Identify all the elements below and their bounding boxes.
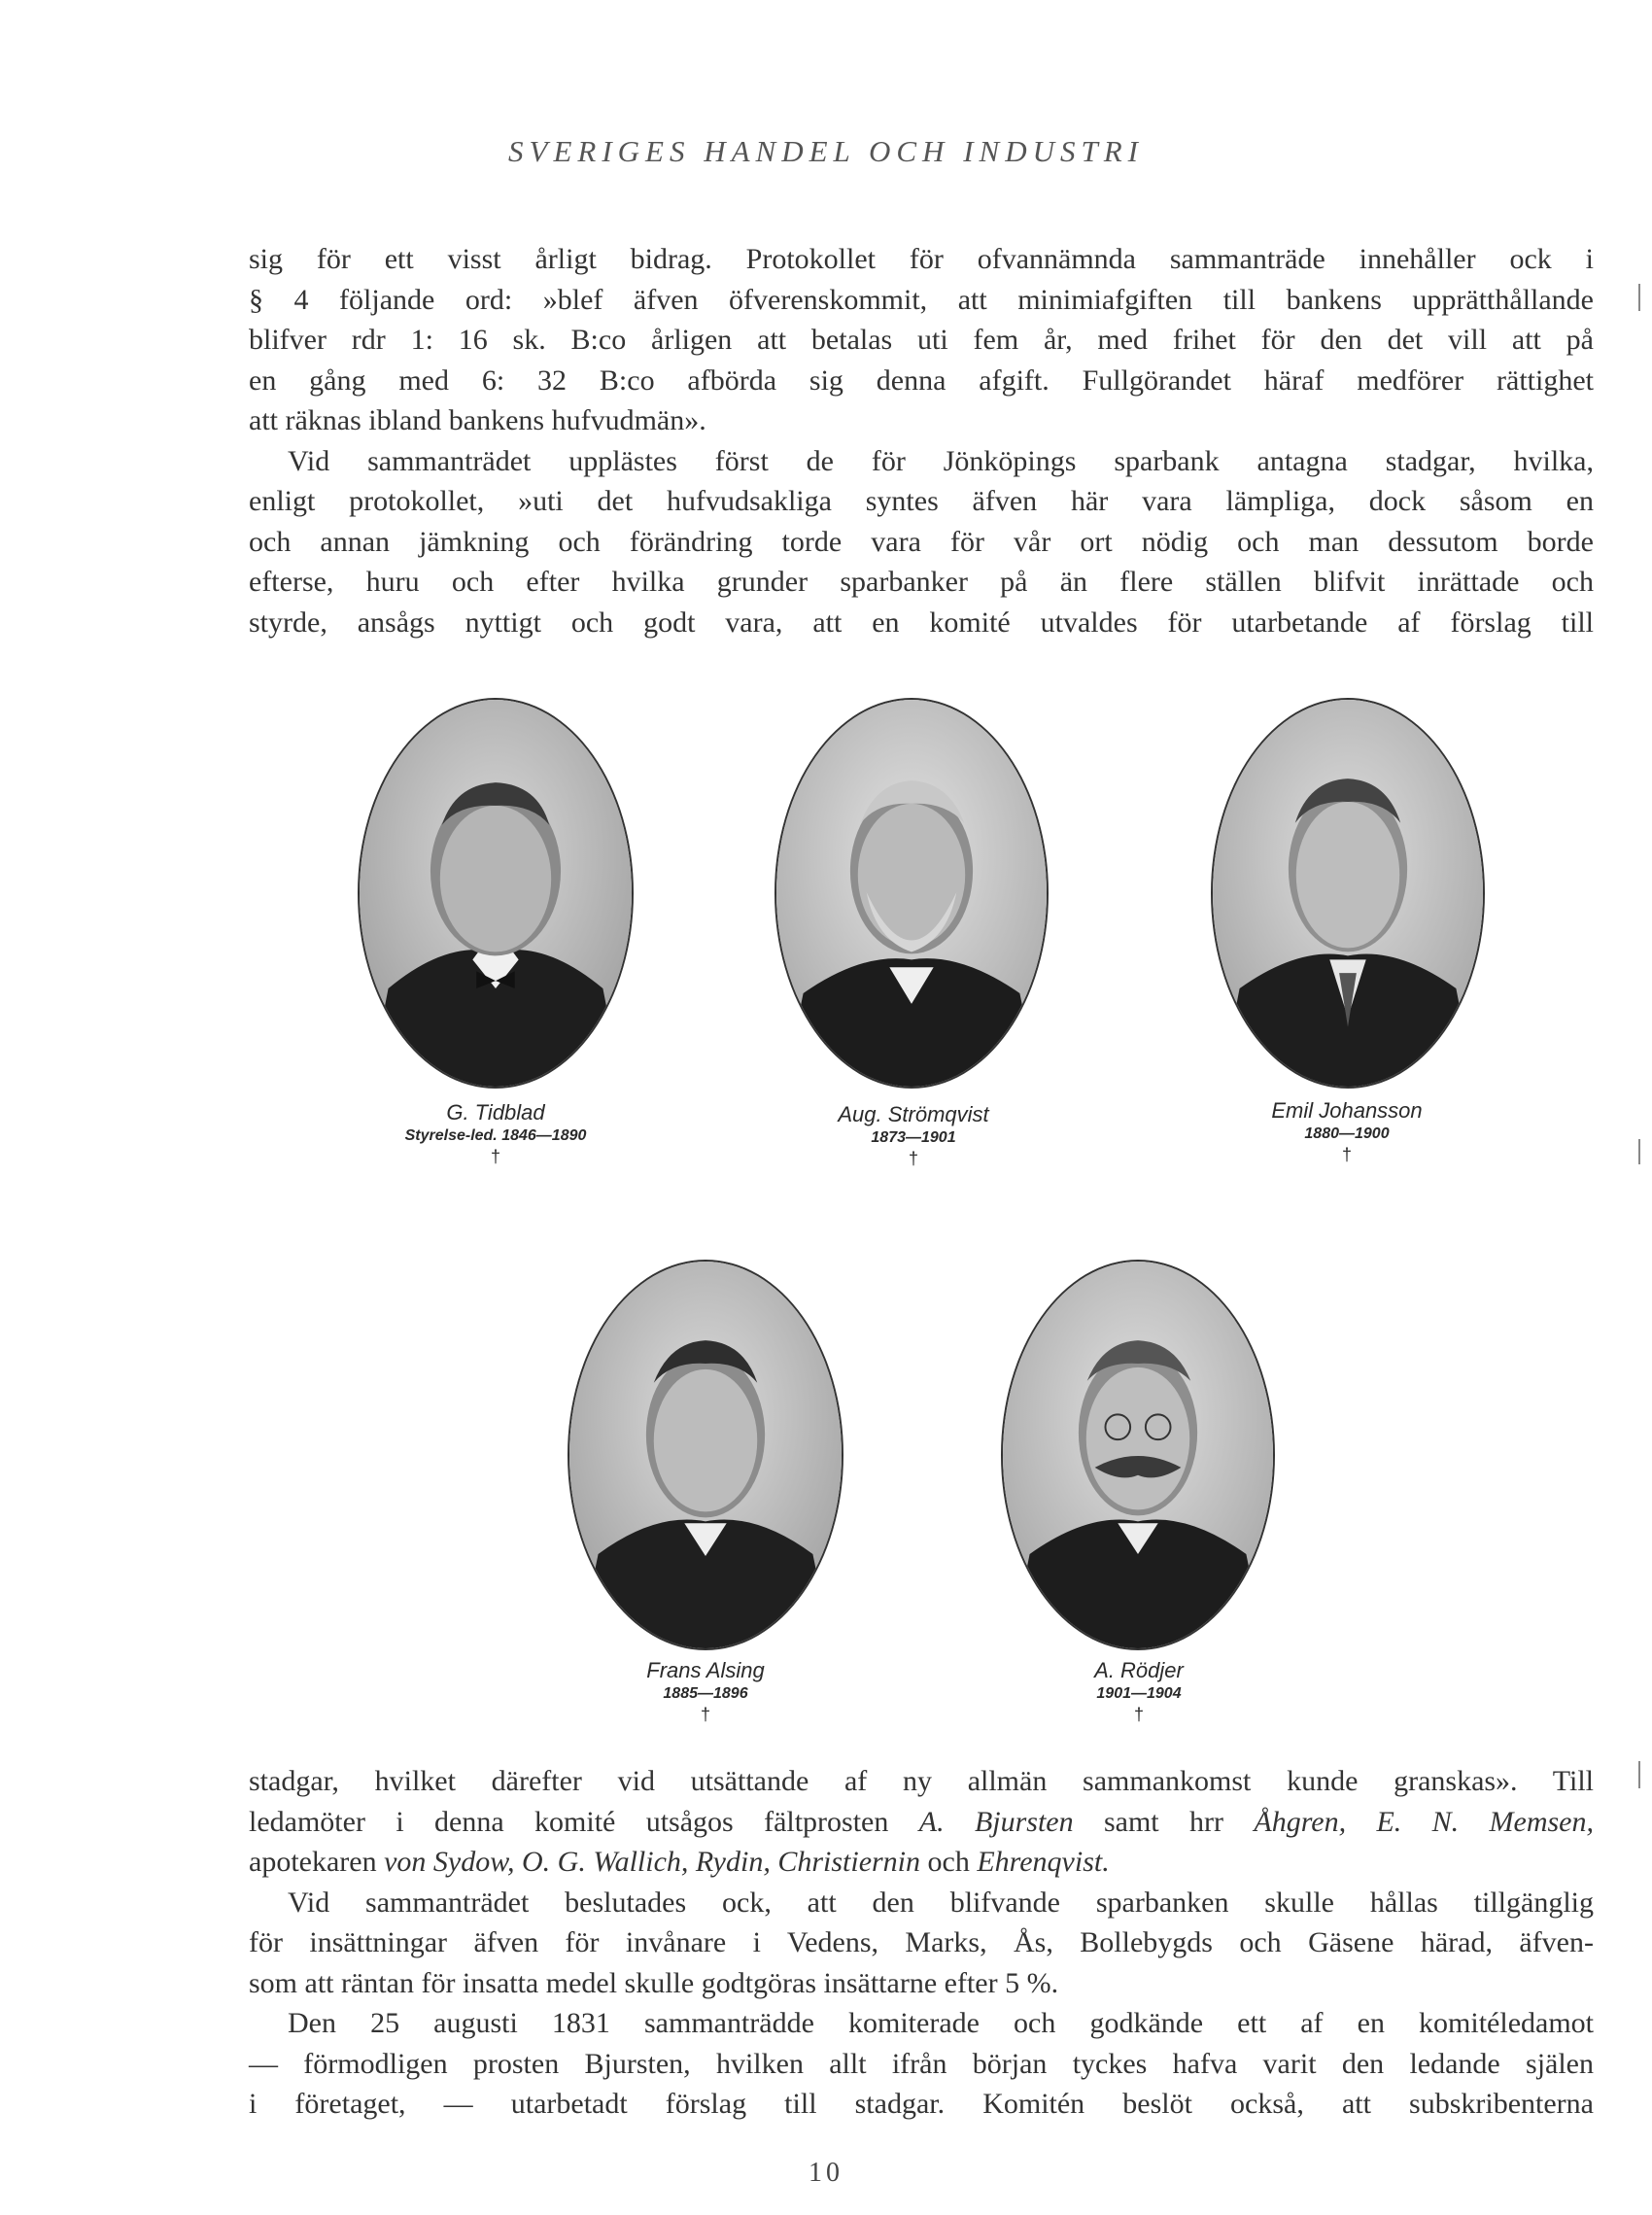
text-line: styrde, ansågs nyttigt och godt vara, att en komité utvaldes för utarbetande af förslag till xyxy=(249,606,1594,639)
text-line: en gång med 6: 32 B:co afbörda sig denna afgift. Fullgörandet häraf medförer rättighet xyxy=(249,363,1594,397)
text-line xyxy=(249,1842,1594,1883)
text-line: enligt protokollet, »uti det hufvudsakliga syntes äfven här vara lämpliga, dock såsom en xyxy=(249,485,1594,517)
portrait-role: 1880—1900 xyxy=(1304,1125,1390,1142)
caption-johansson xyxy=(1172,1098,1522,1165)
text-line xyxy=(249,1802,1594,1843)
text-line: att räknas ibland bankens hufvudmän». xyxy=(249,404,706,436)
portrait-role: Styrelse-led. 1846—1890 xyxy=(404,1127,587,1144)
portrait-tidblad xyxy=(358,698,634,1089)
text-line: Vid sammanträdet upplästes först de för Jönköpings sparbank antagna stadgar, hvilka, xyxy=(288,444,1594,477)
person-name: A. Bjursten xyxy=(918,1805,1074,1838)
text-run: och xyxy=(920,1846,978,1878)
paragraph-bottom xyxy=(249,1761,1594,2125)
portrait-name: G. Tidblad xyxy=(446,1100,545,1125)
text-line: Den 25 augusti 1831 sammanträdde komiterade och godkände ett af en komitéledamot xyxy=(288,2007,1594,2039)
caption-stromqvist xyxy=(739,1102,1088,1169)
text-line: stadgar, hvilket därefter vid utsättande af ny allmän sammankomst kunde granskas». Till xyxy=(249,1765,1594,1797)
margin-mark xyxy=(1638,1139,1640,1164)
person-names: Åhgren, E. N. Memsen, xyxy=(1254,1805,1594,1838)
text-line: som att räntan för insatta medel skulle godtgöras insättarne efter 5 %. xyxy=(249,1966,1059,1999)
text-line: i företaget, — utarbetadt förslag till stadgar. Komitén beslöt också, att subskribenterna xyxy=(249,2088,1594,2120)
portrait-name: Emil Johansson xyxy=(1271,1098,1423,1123)
person-name: Ehrenqvist. xyxy=(977,1846,1110,1878)
text-line: för insättningar äfven för invånare i Vedens, Marks, Ås, Bollebygds och Gäsene härad, äfven- xyxy=(249,1926,1594,1958)
portrait-stromqvist xyxy=(774,698,1049,1089)
portrait-role: 1901—1904 xyxy=(1096,1685,1182,1702)
portrait-rodjer xyxy=(1001,1260,1275,1650)
paragraph-top xyxy=(249,239,1594,642)
portrait-name: Aug. Strömqvist xyxy=(838,1102,989,1126)
cross-mark: † xyxy=(1341,1145,1352,1164)
cross-mark: † xyxy=(1133,1705,1144,1724)
text-line: och annan jämkning och förändring torde vara för vår ort nödig och man dessutom borde xyxy=(249,525,1594,558)
caption-rodjer xyxy=(964,1658,1314,1725)
text-line: Vid sammanträdet beslutades ock, att den blifvande sparbanken skulle hållas tillgänglig xyxy=(288,1886,1594,1919)
cross-mark: † xyxy=(908,1149,918,1168)
portrait-name: A. Rödjer xyxy=(1094,1658,1184,1682)
portrait-johansson xyxy=(1211,698,1485,1089)
caption-tidblad xyxy=(321,1100,671,1167)
text-run: ledamöter i denna komité utsågos fältprosten xyxy=(249,1805,919,1838)
cross-mark: † xyxy=(490,1147,500,1166)
caption-alsing xyxy=(531,1658,880,1725)
portrait-name: Frans Alsing xyxy=(646,1658,765,1682)
page-number: 10 xyxy=(809,2158,843,2188)
running-head: SVERIGES HANDEL OCH INDUSTRI xyxy=(508,134,1144,168)
text-line: sig för ett visst årligt bidrag. Protokollet för ofvannämnda sammanträde innehåller ock i xyxy=(249,243,1594,275)
person-names: von Sydow, O. G. Wallich, Rydin, Christiernin xyxy=(384,1846,921,1878)
portrait-alsing xyxy=(568,1260,843,1650)
text-line: blifver rdr 1: 16 sk. B:co årligen att betalas uti fem år, med frihet för den det vill att på xyxy=(249,324,1594,356)
portrait-role: 1885—1896 xyxy=(663,1685,748,1702)
cross-mark: † xyxy=(700,1705,710,1724)
text-line: § 4 följande ord: »blef äfven öfverenskommit, att minimiafgiften till bankens upprätthållande xyxy=(249,283,1594,316)
margin-mark xyxy=(1638,1761,1640,1788)
text-run: samt hrr xyxy=(1073,1805,1255,1838)
text-run: apotekaren xyxy=(249,1846,385,1878)
text-line: — förmodligen prosten Bjursten, hvilken allt ifrån början tyckes hafva varit den ledande själen xyxy=(249,2047,1594,2080)
text-line: efterse, huru och efter hvilka grunder sparbanker på än flere ställen blifvit inrättade och xyxy=(249,566,1594,598)
margin-mark xyxy=(1638,284,1640,311)
portrait-role: 1873—1901 xyxy=(871,1129,956,1146)
